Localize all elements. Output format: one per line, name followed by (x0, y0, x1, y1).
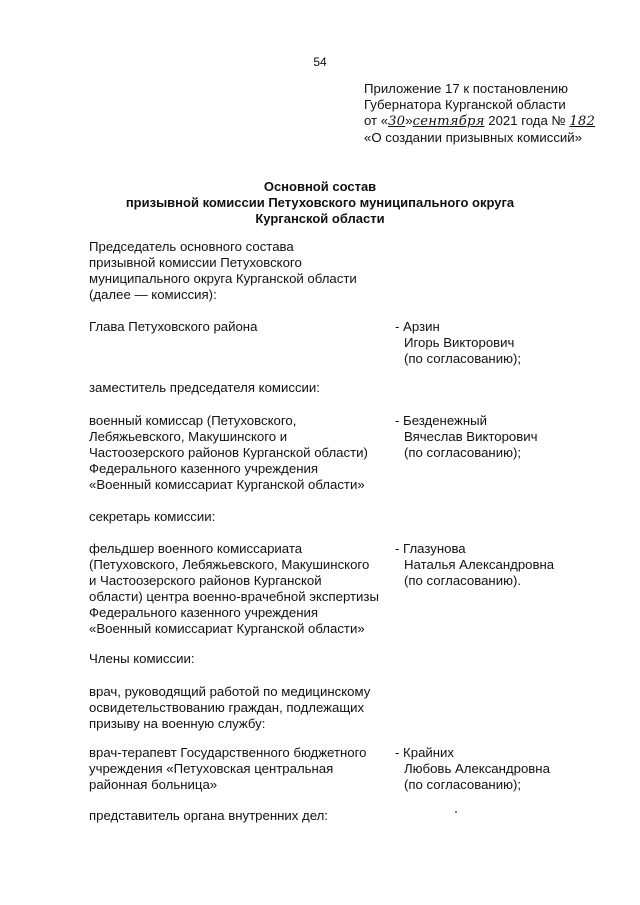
document-title (0, 179, 640, 227)
doctor-heading: врач, руководящий работой по медицинскому освидетельствованию граждан, подлежащих призыву на военную службу: (89, 684, 371, 731)
deputy-heading: заместитель председателя комиссии: (89, 380, 320, 395)
handwritten-day: 30 (388, 114, 406, 129)
page-number: 54 (313, 55, 327, 69)
police-heading: представитель органа внутренних дел: (89, 808, 328, 823)
doctor-person: - Крайних Любовь Александровна (по согласованию); (395, 745, 550, 792)
appendix-header (364, 81, 595, 146)
appendix-line-1: Приложение 17 к постановлению (364, 81, 568, 96)
chairman-heading: Председатель основного состава призывной комиссии Петуховского муниципального округа Курганской области (далее — комиссия): (89, 239, 357, 302)
title-line-3: Курганской области (255, 211, 385, 226)
deputy-position: военный комиссар (Петуховского, Лебяжьевского, Макушинского и Частоозерского районов Курганской области) Федерального казенного учреждения «Военный комиссариат Курганской области» (89, 413, 368, 492)
secretary-person: - Глазунова Наталья Александровна (по согласованию). (395, 541, 555, 588)
appendix-line-2: Губернатора Курганской области (364, 97, 566, 112)
appendix-year: 2021 года № (488, 113, 566, 128)
title-line-2: призывной комиссии Петуховского муниципального округа (125, 195, 515, 210)
appendix-date-quote: » (405, 113, 413, 128)
secretary-heading: секретарь комиссии: (89, 509, 216, 524)
secretary-position: фельдшер военного комиссариата (Петуховского, Лебяжьевского, Макушинского и Частоозерского районов Курганской области) центра военно-врачебной экспертизы Федерального казенного учреждения «Военный комиссариат Курганской области» (89, 541, 379, 636)
members-heading: Члены комиссии: (89, 651, 195, 666)
appendix-date-prefix: от « (364, 113, 389, 128)
chairman-person: - Арзин Игорь Викторович (по согласованию); (395, 319, 522, 366)
title-line-1: Основной состав (263, 179, 377, 194)
handwritten-month: сентября (412, 114, 485, 129)
deputy-person: - Безденежный Вячеслав Викторович (по согласованию); (395, 413, 538, 460)
handwritten-number: 182 (569, 114, 596, 129)
scan-speck (455, 811, 457, 813)
appendix-line-4: «О создании призывных комиссий» (364, 130, 582, 145)
doctor-position: врач-терапевт Государственного бюджетного учреждения «Петуховская центральная районная больница» (89, 745, 367, 792)
chairman-position: Глава Петуховского района (89, 319, 258, 334)
appendix-line-3 (364, 113, 595, 130)
